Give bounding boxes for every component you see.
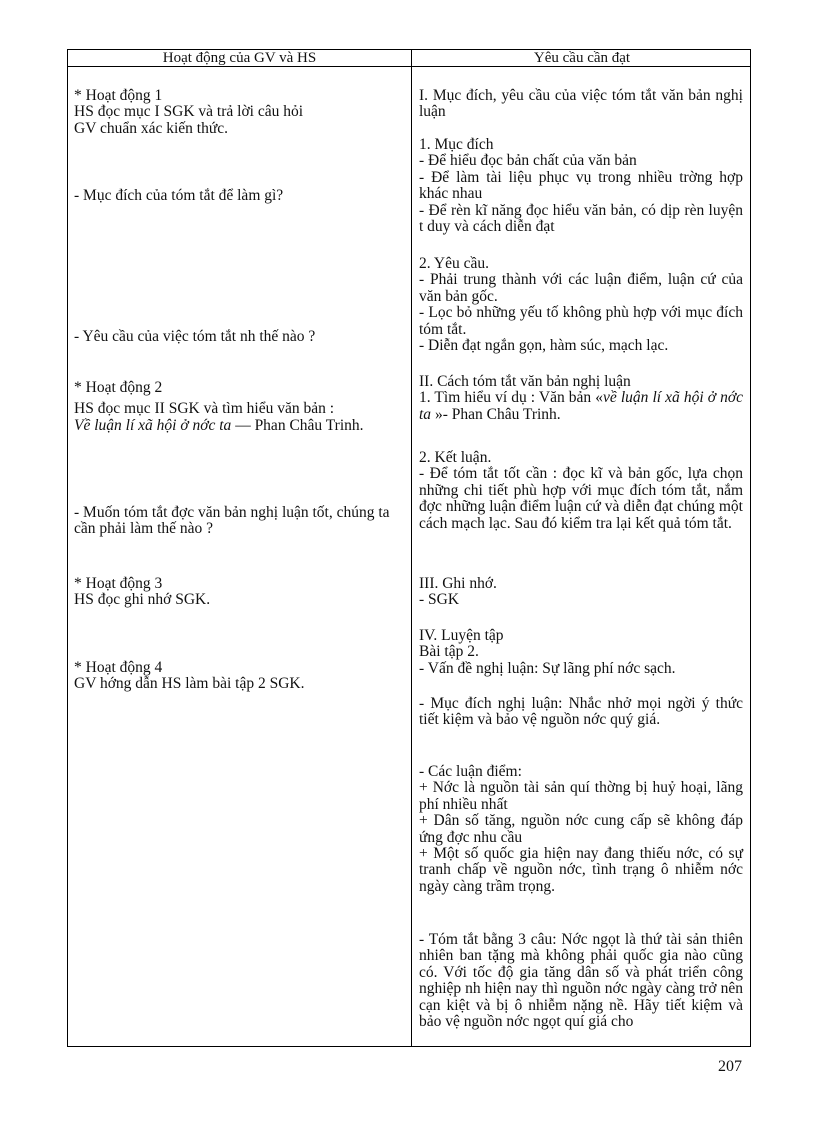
question-purpose [74,188,408,204]
section-4-arguments [419,764,743,895]
section-1-2-item-a: - Phải trung thành với các luận điểm, luận cứ của văn bản gốc. [419,271,743,305]
section-3-title: III. Ghi nhớ. [419,575,497,592]
header-left: Hoạt động của GV và HS [162,50,317,66]
question-method-text: - Muốn tóm tắt đợc văn bản nghị luận tốt, chúng ta cần phải làm thế nào ? [74,504,390,538]
section-1-2-item-b: - Lọc bỏ những yếu tố không phù hợp với mục đích tóm tắt. [419,304,743,338]
section-3-text: - SGK [419,591,460,609]
header-right: Yêu cầu cần đạt [533,50,631,66]
lesson-table [67,49,751,1047]
activity-1 [74,88,408,137]
section-2-1-title: về luận lí xã hội ở nớc ta [419,389,743,423]
section-4-argument-3: + Một số quốc gia hiện nay đang thiếu nớc, có sự tranh chấp về nguồn nớc, tình trạng ô nhiễm nớc ngày càng trầm trọng. [419,845,743,895]
section-1-1-item-a: - Để hiểu đọc bản chất của văn bản [419,152,637,170]
page-number: 207 [718,1058,742,1075]
section-4-summary [419,932,743,1030]
section-1-2-title: 2. Yêu cầu. [419,255,490,272]
section-4-title: IV. Luyện tập [419,627,504,644]
header-divider [68,66,750,67]
activity-4-title: * Hoạt động 4 [74,659,163,676]
section-1-1-item-b: - Để làm tài liệu phục vụ trong nhiều trờng hợp khác nhau [419,168,743,203]
section-4-purpose-text: - Mục đích nghị luận: Nhắc nhở mọi ngời ý thức tiết kiệm và bảo vệ nguồn nớc quý giá. [419,695,743,729]
activity-3-line-1: HS đọc ghi nhớ SGK. [74,591,211,609]
question-purpose-text: - Mục đích của tóm tắt để làm gì? [74,187,284,204]
section-2 [419,374,743,423]
section-4 [419,628,743,677]
section-4-exercise: Bài tập 2. [419,643,479,661]
section-1-title-text: I. Mục đích, yêu cầu của việc tóm tắt văn bản nghị luận [419,87,743,121]
section-2-2-title: 2. Kết luận. [419,449,492,466]
activity-4-line-1: GV hớng dẫn HS làm bài tập 2 SGK. [74,675,305,693]
section-4-argument-2: + Dân số tăng, nguồn nớc cung cấp sẽ không đáp ứng đợc nhu cầu [419,812,743,846]
section-1-1 [419,137,743,235]
activity-3-title: * Hoạt động 3 [74,575,163,592]
section-4-issue: - Vấn đề nghị luận: Sự lãng phí nớc sạch. [419,659,676,677]
section-4-summary-text: - Tóm tắt bằng 3 câu: Nớc ngọt là thứ tài sản thiên nhiên ban tặng mà không phải quốc gia nào cũng có. Với tốc độ gia tăng dân số và phát triển công nghiệp nh hiện nay thì nguồn nớc ngày càng trở nên cạn kiệt và bị ô nhiễm nặng nề. Hãy tiết kiệm và bảo vệ nguồn nớc ngọt quí giá cho [419,931,743,1031]
section-2-1-post: »- Phan Châu Trinh. [431,405,561,423]
activity-2 [74,380,408,434]
section-2-2-text: - Để tóm tắt tốt cần : đọc kĩ và bản gốc, lựa chọn những chi tiết phù hợp với mục đích tóm tắt, nắm đợc những luận điểm luận cứ và diễn đạt chúng một cách mạch lạc. Sau đó kiểm tra lại kết quả tóm tắt. [419,465,743,532]
activity-2-title: * Hoạt động 2 [74,379,163,396]
activity-1-line-2: GV chuẩn xác kiến thức. [74,119,229,137]
activity-4 [74,660,408,693]
question-requirement [74,329,408,345]
section-3 [419,576,743,609]
section-4-arguments-title: - Các luận điểm: [419,763,522,780]
section-2-title: II. Cách tóm tắt văn bản nghị luận [419,373,631,390]
section-1-1-item-c: - Để rèn kĩ năng đọc hiểu văn bản, có dịp rèn luyện t duy và cách diễn đạt [419,201,743,236]
section-1-title [419,88,743,121]
section-1-1-title: 1. Mục đích [419,136,494,153]
activity-2-author: — Phan Châu Trinh. [231,416,364,434]
activity-2-line-2 [74,418,408,434]
activity-2-line-1: HS đọc mục II SGK và tìm hiểu văn bản : [74,400,335,418]
section-4-argument-1: + Nớc là nguồn tài sản quí thờng bị huỷ hoại, lãng phí nhiều nhất [419,779,743,813]
section-1-2 [419,256,743,354]
section-2-1-pre: 1. Tìm hiểu ví dụ : Văn bản « [419,389,603,407]
section-2-1 [419,390,743,423]
question-requirement-text: - Yêu cầu của việc tóm tắt nh thế nào ? [74,328,316,345]
question-method [74,505,408,538]
activity-2-text-title: Về luận lí xã hội ở nớc ta [74,416,232,434]
column-divider [411,50,412,1046]
activity-1-line-1: HS đọc mục I SGK và trả lời câu hỏi [74,103,304,121]
section-1-2-item-c: - Diễn đạt ngắn gọn, hàm súc, mạch lạc. [419,337,669,355]
activity-3 [74,576,408,609]
section-4-purpose [419,696,743,729]
activity-1-title: * Hoạt động 1 [74,87,163,104]
section-2-2 [419,450,743,532]
